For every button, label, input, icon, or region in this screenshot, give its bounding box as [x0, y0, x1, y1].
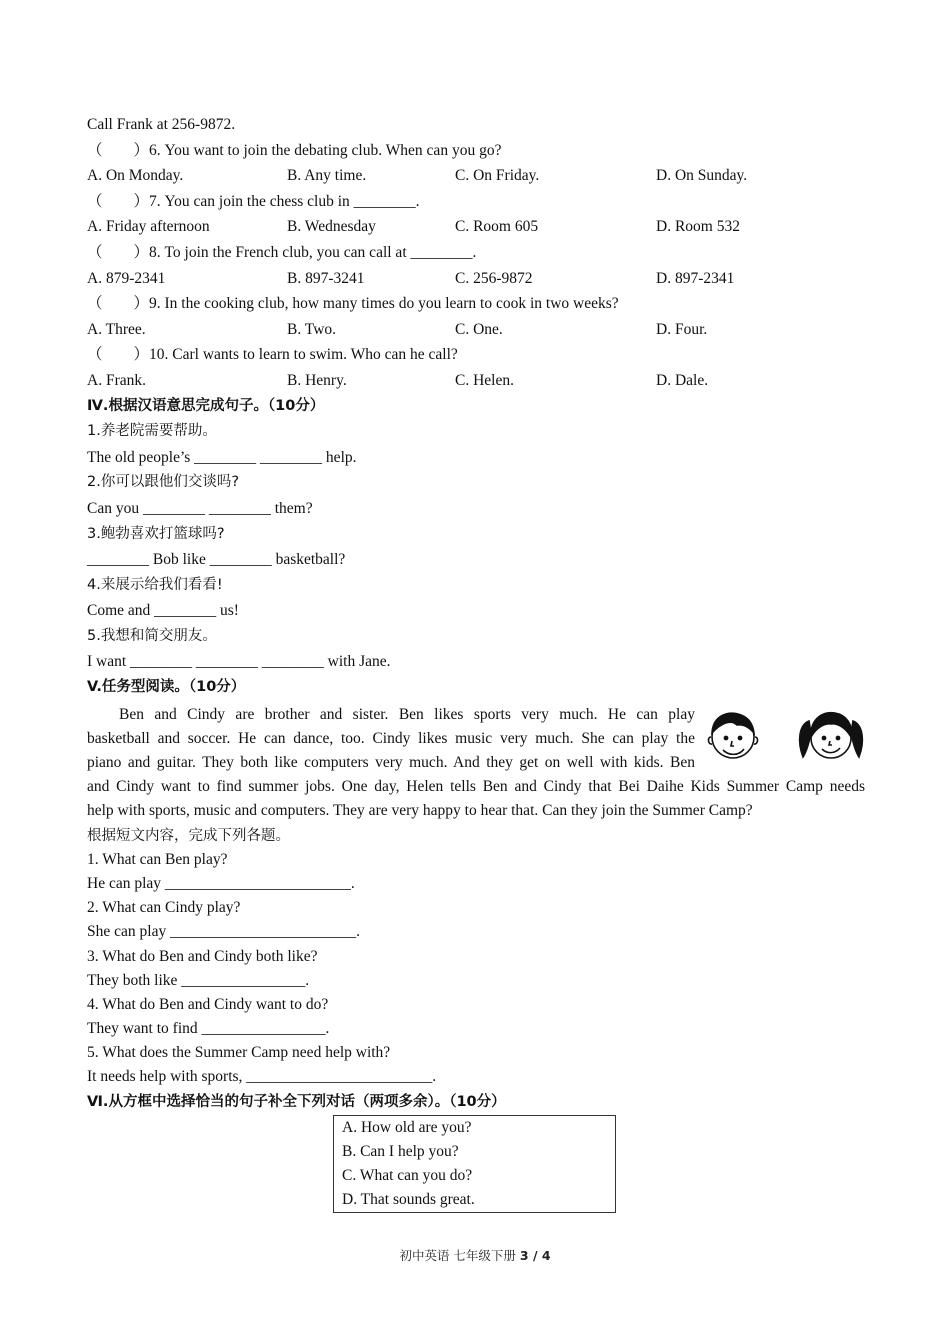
chinese-prompt: 2.你可以跟他们交谈吗? [87, 474, 240, 491]
answer-blank[interactable]: They want to find ________________. [87, 1020, 330, 1038]
option-a: A. On Monday. [87, 167, 184, 185]
option-c: C. One. [455, 320, 503, 338]
option-c: C. On Friday. [455, 167, 540, 185]
option-item: B. Can I help you? [342, 1143, 459, 1161]
intro-line: Call Frank at 256-9872. [87, 116, 236, 133]
option-a: A. 879-2341 [87, 269, 166, 287]
option-d: D. Room 532 [656, 218, 740, 236]
exam-page [87, 112, 872, 1209]
mc-question-10 [87, 342, 872, 393]
option-b: B. Any time. [287, 167, 367, 185]
question-text: 7. You can join the chess club in ________. [149, 192, 420, 210]
answer-paren[interactable]: （ ） [87, 192, 150, 210]
option-item: A. How old are you? [342, 1119, 472, 1137]
reading-question-5 [87, 1041, 872, 1089]
reading-question-1 [87, 848, 872, 896]
option-b: B. Henry. [287, 371, 347, 389]
option-item: C. What can you do? [342, 1167, 473, 1185]
reading-instruction: 根据短文内容，完成下列各题。 [87, 827, 290, 844]
question-text: 8. To join the French club, you can call at ________. [149, 243, 477, 261]
answer-blank[interactable]: She can play ________________________. [87, 923, 360, 941]
option-b: B. Two. [287, 320, 337, 338]
english-blank-sentence[interactable]: I want ________ ________ ________ with Jane. [87, 653, 391, 671]
mc-question-8 [87, 240, 872, 291]
section-4-title: Ⅳ.根据汉语意思完成句子。（10分） [87, 397, 325, 414]
chinese-prompt: 4.来展示给我们看看! [87, 576, 223, 593]
translation-item-2 [87, 470, 872, 521]
answer-paren[interactable]: （ ） [87, 141, 150, 159]
section-6-title: Ⅵ.从方框中选择恰当的句子补全下列对话（两项多余）。（10分） [87, 1093, 506, 1110]
answer-blank[interactable]: It needs help with sports, ________________________. [87, 1068, 437, 1086]
reading-question-4 [87, 993, 872, 1041]
reading-passage [87, 703, 872, 824]
question-text: 10. Carl wants to learn to swim. Who can he call? [149, 346, 458, 364]
option-d: D. On Sunday. [656, 167, 748, 185]
option-b: B. Wednesday [287, 218, 376, 236]
translation-item-1 [87, 419, 872, 470]
question-text: 2. What can Cindy play? [87, 899, 241, 917]
passage-line: basketball and soccer. He can dance, too. Cindy likes music very much. She can play the [87, 729, 695, 747]
option-c: C. Helen. [455, 371, 514, 389]
option-a: A. Frank. [87, 371, 146, 389]
english-blank-sentence[interactable]: Can you ________ ________ them? [87, 499, 313, 517]
reading-question-2 [87, 896, 872, 944]
illustration [707, 707, 867, 767]
passage-line: help with sports, music and computers. They are very happy to hear that. Can they join the Summer Camp? [87, 802, 753, 820]
english-blank-sentence[interactable]: ________ Bob like ________ basketball? [87, 551, 346, 569]
question-text: 6. You want to join the debating club. When can you go? [149, 141, 502, 159]
reading-question-3 [87, 945, 872, 993]
passage-line: Ben and Cindy are brother and sister. Ben likes sports very much. He can play [119, 705, 695, 723]
english-blank-sentence[interactable]: The old people’s ________ ________ help. [87, 448, 357, 466]
option-a: A. Friday afternoon [87, 218, 210, 236]
answer-blank[interactable]: They both like ________________. [87, 971, 310, 989]
passage-line: piano and guitar. They both like computers very much. And they get on well with kids. Ben [87, 754, 695, 772]
english-blank-sentence[interactable]: Come and ________ us! [87, 602, 239, 620]
chinese-prompt: 1.养老院需要帮助。 [87, 423, 217, 440]
option-d: D. 897-2341 [656, 269, 735, 287]
answer-paren[interactable]: （ ） [87, 243, 150, 261]
footer-text: 初中英语 七年级下册 [399, 1248, 520, 1263]
answer-blank[interactable]: He can play ________________________. [87, 874, 355, 892]
translation-item-3 [87, 522, 872, 573]
options-box [333, 1115, 616, 1213]
translation-item-5 [87, 624, 872, 675]
passage-line: and Cindy want to find summer jobs. One day, Helen tells Ben and Cindy that Bei Daihe Kids Summer Camp needs [87, 778, 865, 796]
option-d: D. Dale. [656, 371, 709, 389]
chinese-prompt: 5.我想和简交朋友。 [87, 627, 217, 644]
option-d: D. Four. [656, 320, 708, 338]
option-a: A. Three. [87, 320, 146, 338]
option-c: C. 256-9872 [455, 269, 533, 287]
mc-question-9 [87, 291, 872, 342]
mc-question-7 [87, 189, 872, 240]
question-text: 3. What do Ben and Cindy both like? [87, 947, 318, 965]
option-b: B. 897-3241 [287, 269, 365, 287]
translation-item-4 [87, 573, 872, 624]
mc-question-6 [87, 138, 872, 189]
question-text: 1. What can Ben play? [87, 850, 228, 868]
question-text: 4. What do Ben and Cindy want to do? [87, 995, 329, 1013]
answer-paren[interactable]: （ ） [87, 346, 150, 364]
question-text: 5. What does the Summer Camp need help with? [87, 1044, 391, 1062]
boy-face-icon [707, 707, 867, 767]
option-item: D. That sounds great. [342, 1191, 475, 1209]
answer-paren[interactable]: （ ） [87, 295, 150, 313]
option-c: C. Room 605 [455, 218, 539, 236]
page-number: 3 / 4 [519, 1248, 551, 1263]
page-footer [0, 1246, 950, 1264]
section-5-title: V.任务型阅读。（10分） [87, 679, 246, 696]
question-text: 9. In the cooking club, how many times do you learn to cook in two weeks? [149, 295, 619, 313]
chinese-prompt: 3.鲍勃喜欢打篮球吗? [87, 525, 225, 542]
